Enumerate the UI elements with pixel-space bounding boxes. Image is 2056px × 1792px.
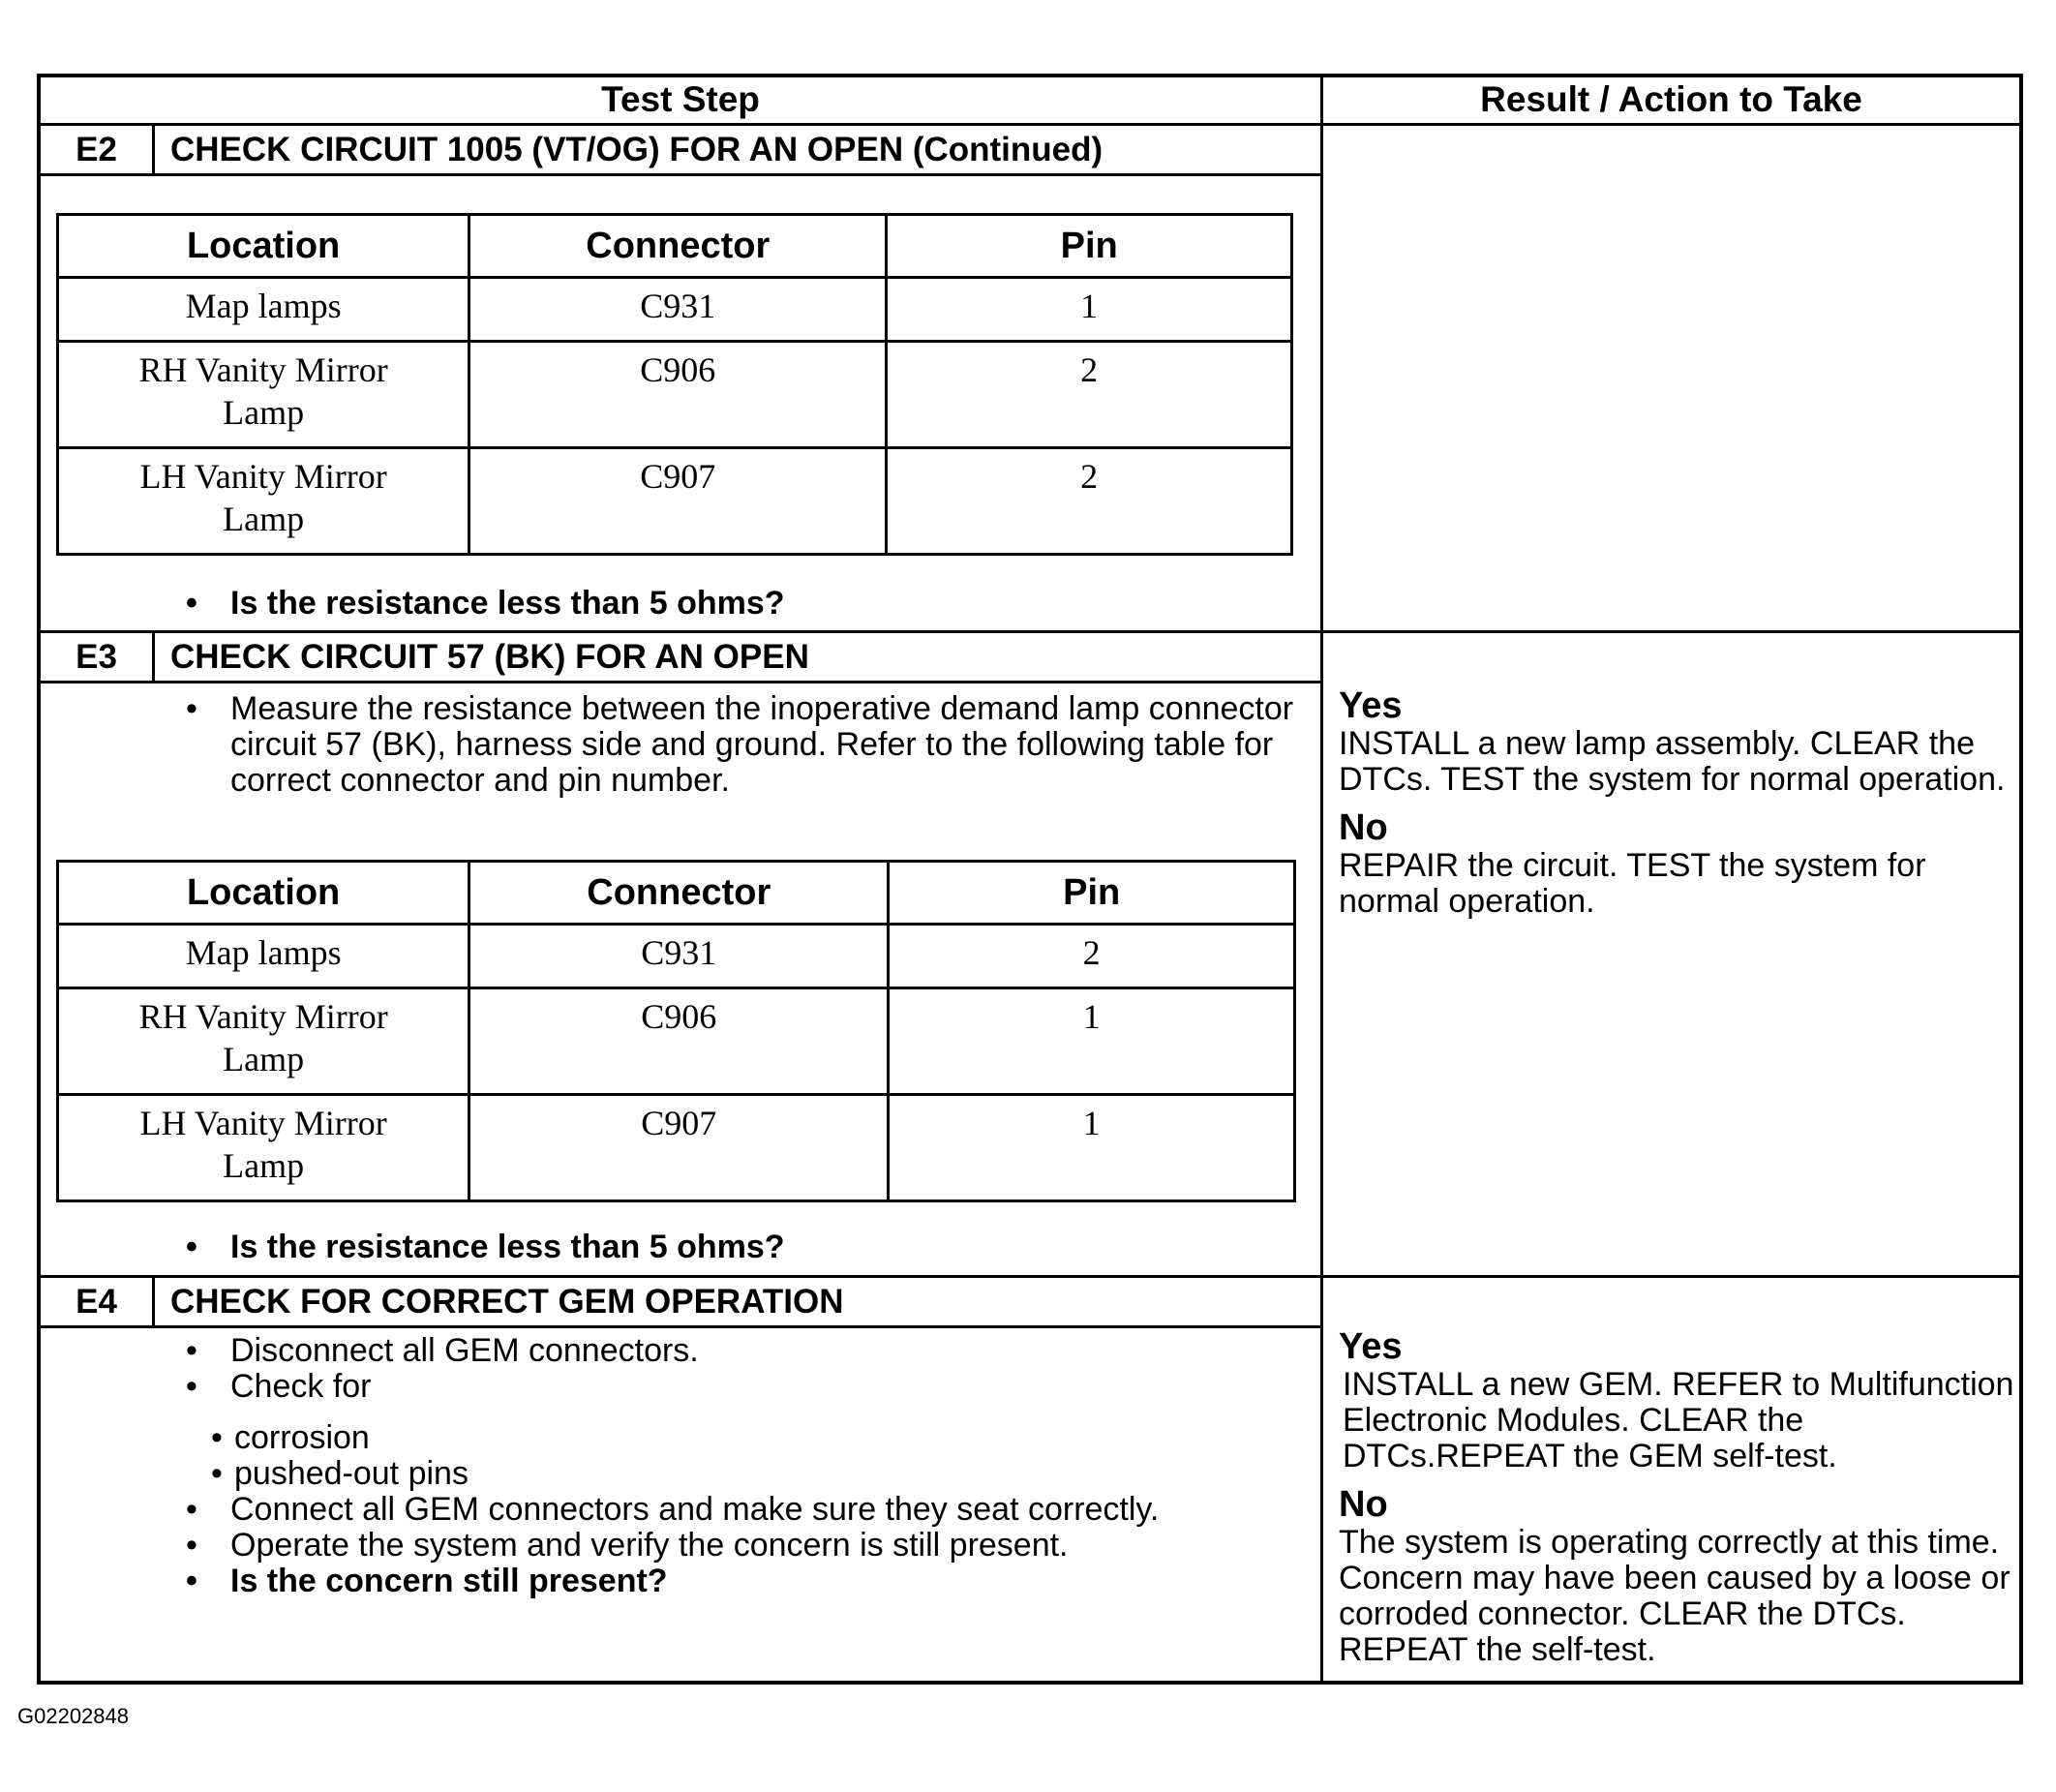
cell-connector: C907 (469, 448, 887, 555)
e4-sub-corrosion: corrosion (234, 1419, 370, 1456)
e4-yes-text: INSTALL a new GEM. REFER to Multifunction Electronic Modules. CLEAR the DTCs.REPEAT the GEM self-test. (1343, 1366, 2014, 1474)
table-header-row (58, 862, 1295, 925)
column-divider (1320, 74, 1323, 1683)
e4-sub-pushed-out-pins: pushed-out pins (234, 1455, 469, 1492)
step-title-e2: CHECK CIRCUIT 1005 (VT/OG) FOR AN OPEN (Continued) (170, 131, 1104, 168)
cell-connector: C907 (469, 1095, 889, 1201)
header-test-step: Test Step (601, 79, 760, 119)
e4-id-divider (152, 1275, 155, 1327)
cell-connector: C906 (469, 988, 889, 1095)
figure-id: G02202848 (17, 1704, 129, 1728)
column-header-location: Location (58, 862, 469, 925)
column-header-pin: Pin (887, 215, 1292, 278)
e2-id-divider (152, 123, 155, 175)
header-result-action: Result / Action to Take (1480, 79, 1862, 119)
e4-bullet-operate: Operate the system and verify the concern is still present. (230, 1527, 1069, 1564)
cell-location: LH Vanity Mirror Lamp (58, 448, 469, 555)
e3-question: • Is the resistance less than 5 ohms? (186, 1229, 785, 1265)
e4-bullet-connect: Connect all GEM connectors and make sure they seat correctly. (230, 1491, 1160, 1528)
table-row (58, 342, 1292, 448)
cell-location: Map lamps (58, 278, 469, 342)
cell-connector: C931 (469, 925, 889, 988)
e3-question-text: Is the resistance less than 5 ohms? (230, 1229, 785, 1265)
cell-location: RH Vanity Mirror Lamp (58, 988, 469, 1095)
cell-connector: C931 (469, 278, 887, 342)
e3-yes-text: INSTALL a new lamp assembly. CLEAR the DTCs. TEST the system for normal operation. (1339, 725, 2006, 798)
step-title-e4: CHECK FOR CORRECT GEM OPERATION (170, 1283, 844, 1321)
e4-question-text: Is the concern still present? (230, 1563, 668, 1599)
e3-connector-table (56, 860, 1296, 1202)
e4-bullet-disconnect: Disconnect all GEM connectors. (230, 1332, 699, 1369)
e3-no-label: No (1339, 807, 1388, 848)
e2-question-text: Is the resistance less than 5 ohms? (230, 585, 785, 622)
column-header-connector: Connector (469, 862, 889, 925)
e3-result (1339, 685, 2007, 920)
e4-bullet-check: Check for (230, 1368, 372, 1405)
cell-location: Map lamps (58, 925, 469, 988)
cell-pin: 2 (887, 448, 1292, 555)
cell-pin: 2 (887, 342, 1292, 448)
e4-no-label: No (1339, 1484, 1388, 1525)
e4-instructions: • Disconnect all GEM connectors. • Check for • corrosion • pushed-out pins • Connect all GEM connectors and make sure they seat correctly. • Operate the system and verify the concern is still present. • Is the concern still present? (186, 1332, 1160, 1599)
step-id-e3: E3 (76, 638, 117, 676)
column-header-location: Location (58, 215, 469, 278)
e4-result (1339, 1326, 2016, 1668)
e3-yes-label: Yes (1339, 685, 1403, 726)
table-row (58, 925, 1295, 988)
table-header-row (58, 215, 1292, 278)
table-row (58, 448, 1292, 555)
cell-location: LH Vanity Mirror Lamp (58, 1095, 469, 1201)
outer-border-right (2019, 74, 2023, 1685)
e4-no-text: The system is operating correctly at this time. Concern may have been caused by a loose or corroded connector. CLEAR the DTCs. REPEAT the self-test. (1339, 1524, 2011, 1668)
step-id-e2: E2 (76, 131, 117, 168)
e2-connector-table (56, 213, 1293, 556)
cell-pin: 1 (889, 988, 1295, 1095)
e2-question: • Is the resistance less than 5 ohms? (186, 585, 785, 622)
e3-no-text: REPAIR the circuit. TEST the system for normal operation. (1339, 847, 1926, 920)
step-id-e4: E4 (76, 1283, 117, 1321)
e3-instruction-text: Measure the resistance between the inoperative demand lamp connector circuit 57 (BK), harness side and ground. Refer to the following table for correct connector and pin number. (230, 690, 1294, 799)
e3-instruction: • Measure the resistance between the inoperative demand lamp connector circuit 57 (BK), harness side and ground. Refer to the following table for correct connector and pin number. (186, 690, 1294, 799)
e4-yes-label: Yes (1339, 1326, 1403, 1367)
column-header-pin: Pin (889, 862, 1295, 925)
table-row (58, 278, 1292, 342)
step-title-e3: CHECK CIRCUIT 57 (BK) FOR AN OPEN (170, 638, 809, 676)
cell-location: RH Vanity Mirror Lamp (58, 342, 469, 448)
cell-pin: 1 (889, 1095, 1295, 1201)
cell-connector: C906 (469, 342, 887, 448)
cell-pin: 2 (889, 925, 1295, 988)
column-header-connector: Connector (469, 215, 887, 278)
outer-border-bottom (37, 1681, 2023, 1685)
table-row (58, 1095, 1295, 1201)
e3-id-divider (152, 630, 155, 683)
table-row (58, 988, 1295, 1095)
cell-pin: 1 (887, 278, 1292, 342)
